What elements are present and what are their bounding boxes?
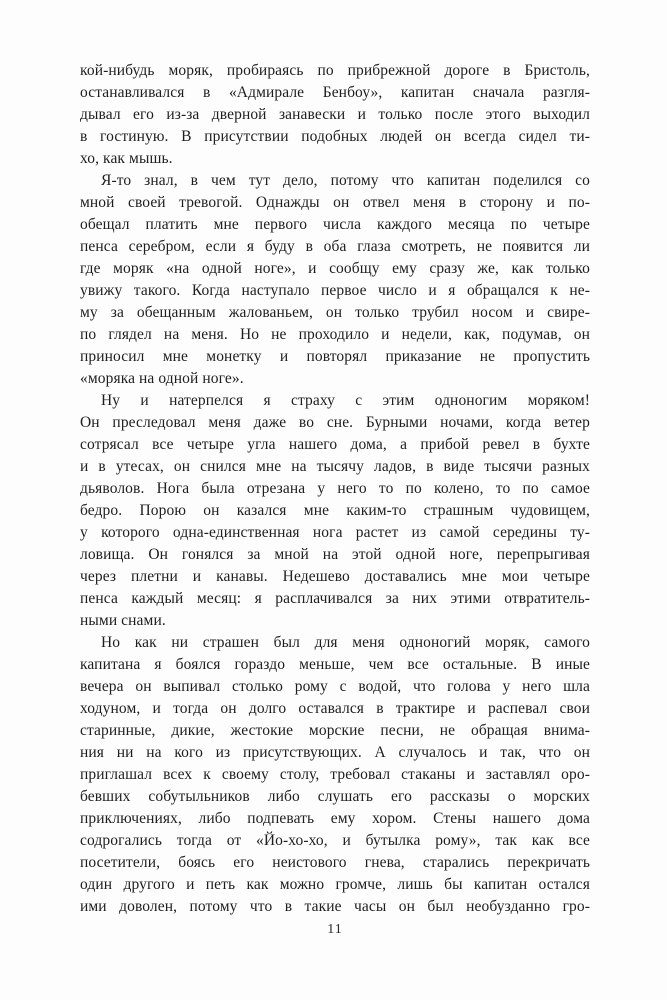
text-line: дывал его из-за дверной занавески и только после этого выходил <box>80 106 590 123</box>
text-line: пенса серебром, если я буду в оба глаза смотреть, не появится ли <box>80 238 590 255</box>
text-line: по глядел на меня. Но не проходило и недели, как, подумав, он <box>80 326 590 343</box>
text-line: приключениях, либо подпевать ему хором. Стены нашего дома <box>80 810 590 827</box>
text-line: капитана я боялся гораздо меньше, чем все остальные. В иные <box>80 656 590 673</box>
text-line: один другого и петь как можно громче, лишь бы капитан остался <box>80 876 590 893</box>
text-line: содрогались тогда от «Йо-хо-хо, и бутылка рому», так как все <box>80 832 590 849</box>
page-text <box>80 60 590 918</box>
text-line: останавливался в «Адмирале Бенбоу», капитан сначала разгля- <box>80 84 590 101</box>
text-line: пенса каждый месяц: я расплачивался за них этими отвратитель- <box>80 590 590 607</box>
text-line: «моряка на одной ноге». <box>80 370 244 387</box>
text-line: приглашал всех к своему столу, требовал стаканы и заставлял оро- <box>80 766 590 783</box>
text-line: старинные, дикие, жестокие морские песни, не обращая внима- <box>80 722 590 739</box>
text-line: Он преследовал меня даже во сне. Бурными ночами, когда ветер <box>80 414 590 431</box>
text-line: увижу такого. Когда наступало первое число и я обращался к не- <box>80 282 590 299</box>
text-line: у которого одна-единственная нога растет из самой середины ту- <box>80 524 590 541</box>
text-line: кой-нибудь моряк, пробираясь по прибрежной дороге в Бристоль, <box>80 62 590 79</box>
text-line: Но как ни страшен был для меня одноногий моряк, самого <box>101 634 590 651</box>
text-line: мной своей тревогой. Однажды он отвел меня в сторону и по- <box>80 194 590 211</box>
text-line: бевших собутыльников либо слушать его рассказы о морских <box>80 788 590 805</box>
text-line: ловища. Он гонялся за мной на этой одной ноге, перепрыгивая <box>80 546 590 563</box>
text-line: и в утесах, он снился мне на тысячу ладов, в виде тысячи разных <box>80 458 590 475</box>
text-line: Ну и натерпелся я страху с этим одноногим моряком! <box>101 392 590 409</box>
text-line: дьяволов. Нога была отрезана у него то по колено, то по самое <box>80 480 590 497</box>
text-line: ходуном, и тогда он долго оставался в трактире и распевал свои <box>80 700 590 717</box>
text-line: посетители, боясь его неистового гнева, старались перекричать <box>80 854 590 871</box>
text-line: сотрясал все четыре угла нашего дома, а прибой ревел в бухте <box>80 436 590 453</box>
page-footer <box>80 920 590 938</box>
text-line: где моряк «на одной ноге», и сообщу ему сразу же, как только <box>80 260 590 277</box>
text-line: ими доволен, потому что в такие часы он был необузданно гро- <box>80 898 590 915</box>
text-line: му за обещанным жалованьем, он только трубил носом и свире- <box>80 304 590 321</box>
text-line: вечера он выпивал столько рому с водой, что голова у него шла <box>80 678 590 695</box>
text-line: ния ни на кого из присутствующих. А случалось и так, что он <box>80 744 590 761</box>
text-line: приносил мне монетку и повторял приказание не пропустить <box>80 348 590 365</box>
text-line: бедро. Порою он казался мне каким-то страшным чудовищем, <box>80 502 590 519</box>
text-line: Я-то знал, в чем тут дело, потому что капитан поделился со <box>101 172 590 189</box>
page-number: 11 <box>327 922 343 937</box>
text-line: обещал платить мне первого числа каждого месяца по четыре <box>80 216 590 233</box>
text-line: через плетни и канавы. Недешево доставались мне мои четыре <box>80 568 590 585</box>
text-line: в гостиную. В присутствии подобных людей он всегда сидел ти- <box>80 128 590 145</box>
text-line: хо, как мышь. <box>80 150 173 167</box>
text-line: ными снами. <box>80 612 166 629</box>
